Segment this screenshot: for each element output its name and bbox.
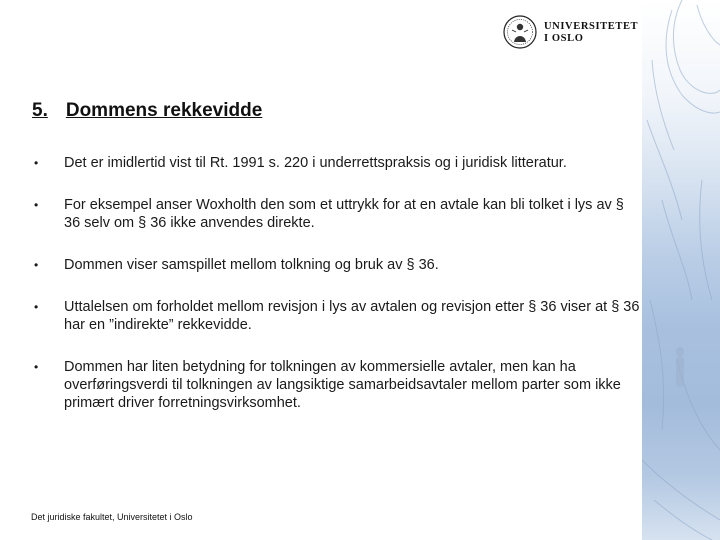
slide-footer: Det juridiske fakultet, Universitetet i Oslo xyxy=(31,512,193,522)
university-logo xyxy=(502,14,639,50)
bullet-item xyxy=(32,358,642,412)
bullet-item xyxy=(32,196,642,232)
bullet-text: Dommen har liten betydning for tolkningen av kommersielle avtaler, men kan ha overføringsverdi til tolkningen av langsiktige samarbeidsavtaler mellom parter som ikke primært driver forretningsvirksomhet. xyxy=(64,359,621,411)
decorative-sculpture-icon xyxy=(642,0,720,540)
bullet-marker: • xyxy=(34,258,39,272)
bullet-text: Dommen viser samspillet mellom tolkning og bruk av § 36. xyxy=(64,257,439,273)
bullet-list xyxy=(32,154,642,412)
bullet-item xyxy=(32,256,642,274)
bullet-marker: • xyxy=(34,300,39,314)
decorative-side-band xyxy=(642,0,720,540)
bullet-marker: • xyxy=(34,360,39,374)
bullet-marker: • xyxy=(34,198,39,212)
bullet-item xyxy=(32,154,642,172)
bullet-text: Det er imidlertid vist til Rt. 1991 s. 220 i underrettspraksis og i juridisk litteratur. xyxy=(64,155,567,171)
bullet-text: For eksempel anser Woxholth den som et uttrykk for at en avtale kan bli tolket i lys av § 36 selv om § 36 ikke anvendes direkte. xyxy=(64,197,624,231)
logo-line-1: UNIVERSITETET xyxy=(544,21,639,32)
bullet-text: Uttalelsen om forholdet mellom revisjon i lys av avtalen og revisjon etter § 36 viser at § 36 har en ”indirekte” rekkevidde. xyxy=(64,299,640,333)
logo-line-2: I OSLO xyxy=(544,33,584,44)
bullet-marker: • xyxy=(34,156,39,170)
title-text: Dommens rekkevidde xyxy=(65,100,263,121)
university-seal-icon xyxy=(502,14,538,50)
bullet-item xyxy=(32,298,642,334)
title-number: 5. xyxy=(32,100,48,121)
logo-wordmark xyxy=(544,21,638,45)
slide-title xyxy=(32,100,262,122)
